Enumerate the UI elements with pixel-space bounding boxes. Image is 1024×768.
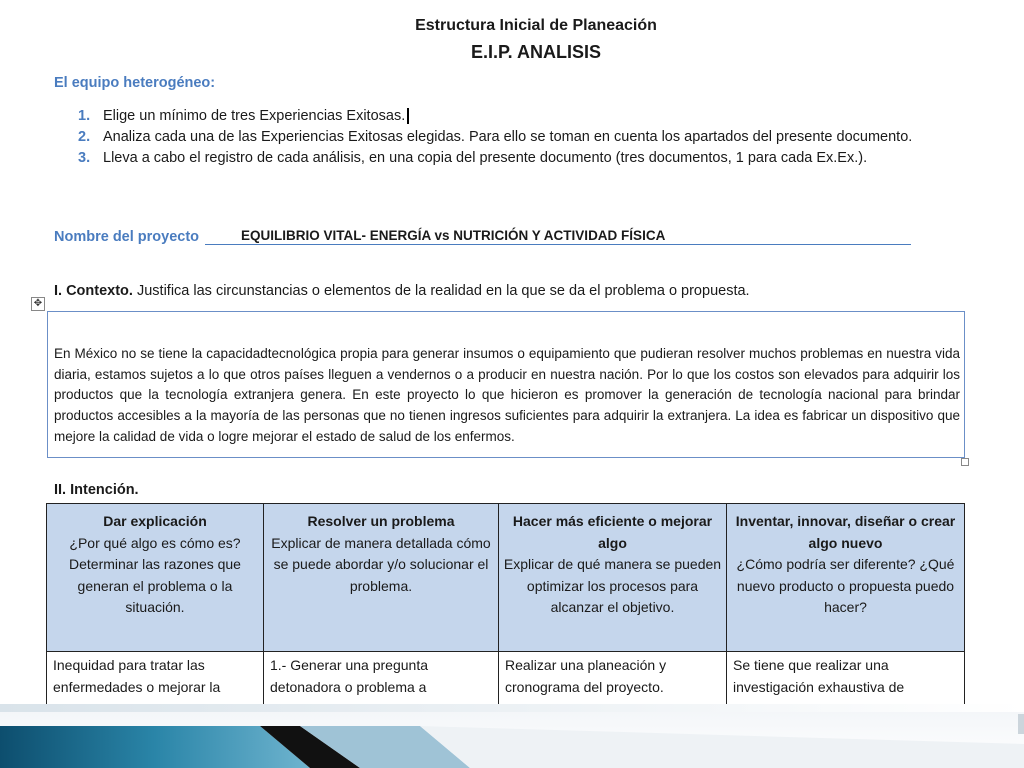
text-cursor [407,108,409,124]
table-cell[interactable]: Se tiene que realizar una investigación exhaustiva de [727,652,965,710]
step-text: Analiza cada una de las Experiencias Exitosas elegidas. Para ello se toman en cuenta los apartados del presente documento. [103,129,913,145]
table-header-row [47,504,965,652]
move-handle-icon[interactable]: ✥ [31,297,45,311]
column-description: Explicar de manera detallada cómo se puede abordar y/o solucionar el problema. [271,534,491,594]
slide-footer-decoration [0,704,1024,768]
list-item [78,106,938,127]
resize-handle-icon[interactable] [961,458,969,466]
intention-column-header [264,504,499,652]
table-cell[interactable]: Realizar una planeación y cronograma del proyecto. [499,652,727,710]
intention-column-header [47,504,264,652]
project-name-label: Nombre del proyecto [54,229,200,245]
context-body: En México no se tiene la capacidadtecnológica propia para generar insumos o equipamiento que pudieran resolver muchos problemas en nuestra vida diaria, estamos sujetos a lo que otros países lleguen a vendernos o a producir en nuestra nación. Por lo que los costos son elevados para adquirir los productos que la tecnología extranjera genera. En este proyecto lo que hicieron es promover la generación de tecnología nacional para brindar productos accesibles a la mayoría de las personas que no tienen ingresos suficientes para adquirir la extranjera. La idea es fabricar un dispositivo que mejore la calidad de vida o logre mejorar el estado de salud de los enfermos. [54,346,960,444]
document-subtitle: E.I.P. ANALISIS [470,42,602,62]
document-title: Estructura Inicial de Planeación [415,17,657,34]
step-number: 3. [78,150,91,166]
project-name-value[interactable]: EQUILIBRIO VITAL- ENERGÍA vs NUTRICIÓN Y ACTIVIDAD FÍSICA [205,228,911,245]
context-heading-line [54,283,750,299]
step-number: 2. [78,129,91,145]
column-title: Hacer más eficiente o mejorar algo [512,513,713,551]
project-name-row [54,228,911,245]
context-instruction: Justifica las circunstancias o elementos de la realidad en la que se da el problema o propuesta. [132,283,750,299]
intention-column-header [499,504,727,652]
intention-column-header [727,504,965,652]
step-text: Elige un mínimo de tres Experiencias Exitosas. [103,106,409,127]
column-title: Dar explicación [103,513,207,529]
list-item [78,127,938,148]
instructions-list [78,106,938,169]
table-row [47,652,965,710]
list-item [78,148,938,169]
team-heading: El equipo heterogéneo: [54,75,216,91]
column-title: Resolver un problema [307,513,455,529]
context-text-box[interactable] [47,311,965,458]
step-number: 1. [78,108,91,124]
table-cell[interactable]: 1.- Generar una pregunta detonadora o problema a [264,652,499,710]
table-cell[interactable]: Inequidad para tratar las enfermedades o mejorar la [47,652,264,710]
step-text: Lleva a cabo el registro de cada análisis, en una copia del presente documento (tres documentos, 1 para cada Ex.Ex.). [103,150,868,166]
intention-heading: II. Intención. [54,482,139,498]
column-description: ¿Por qué algo es cómo es? Determinar las razones que generan el problema o la situación. [69,534,241,615]
footer-stripes-graphic [0,704,1024,768]
column-description: Explicar de qué manera se pueden optimizar los procesos para alcanzar el objetivo. [503,556,722,615]
intention-table [46,503,965,710]
column-description: ¿Cómo podría ser diferente? ¿Qué nuevo producto o propuesta puedo hacer? [736,556,955,615]
column-title: Inventar, innovar, diseñar o crear algo nuevo [735,513,956,551]
context-heading: I. Contexto. [54,283,133,299]
